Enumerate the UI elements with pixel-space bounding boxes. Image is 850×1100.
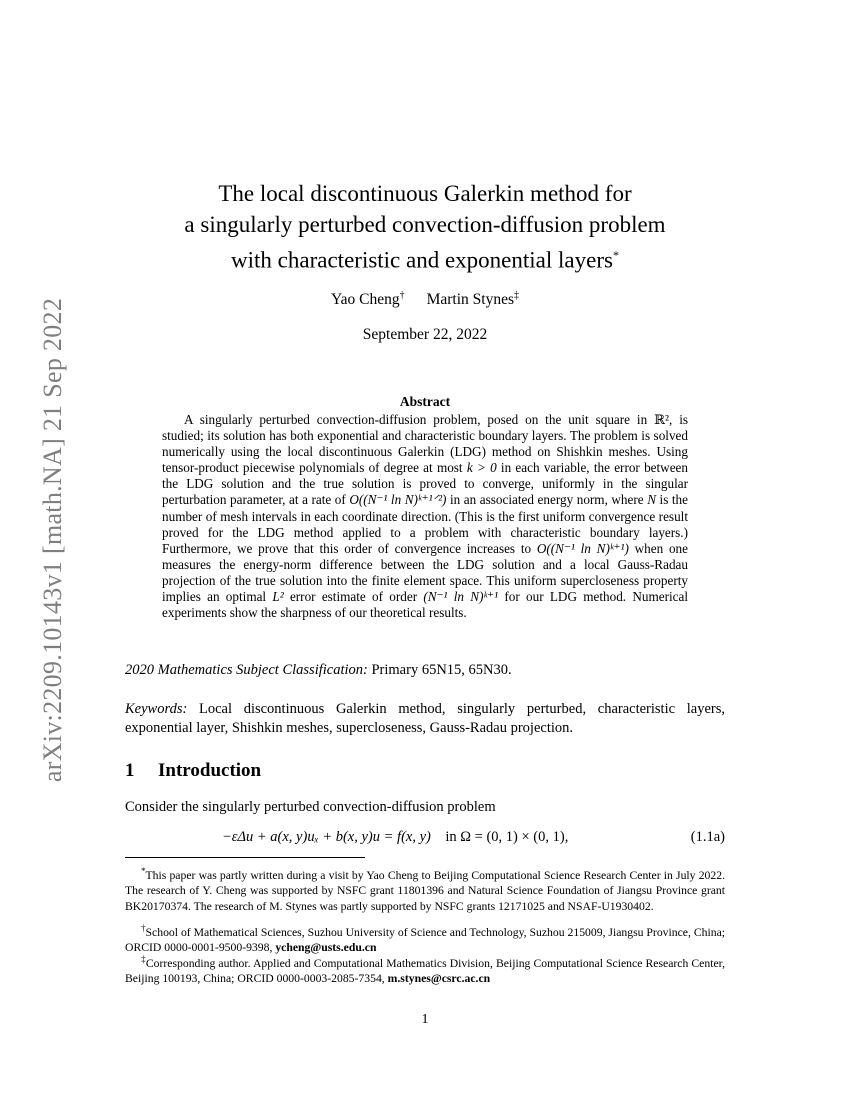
email-link[interactable]: m.stynes@csrc.ac.cn — [387, 972, 491, 986]
author-name: Yao Cheng — [330, 291, 400, 309]
abstract-body: A singularly perturbed convection-diffusion problem, posed on the unit square in ℝ², is studied; its solution has both exponential and characteristic boundary layers. The problem is solved numerically using the local discontinuous Galerkin (LDG) method on Shishkin meshes. Using tensor-product piecewise polynomials of degree at most k > 0 in each variable, the error between the LDG solution and the true solution is proved to converge, uniformly in the singular perturbation parameter, at a rate of O((N⁻¹ ln N)ᵏ⁺¹ᐟ²) in an associated energy norm, where N is the number of mesh intervals in each coordinate direction. (This is the first uniform convergence result proved for the LDG method applied to a problem with characteristic boundary layers.) Furthermore, we prove that this order of convergence increases to O((N⁻¹ ln N)ᵏ⁺¹) when one measures the energy-norm difference between the LDG solution and a local Gauss-Radau projection of the true solution into the finite element space. This uniform supercloseness property implies an optimal L² error estimate of order (N⁻¹ ln N)ᵏ⁺¹ for our LDG method. Numerical experiments show the sharpness of our theoretical results. — [162, 412, 689, 621]
intro-paragraph: Consider the singularly perturbed convection-diffusion problem — [125, 799, 496, 815]
math-L2: L² — [272, 589, 284, 605]
keywords-label: Keywords: — [125, 701, 188, 717]
equation-expression: −εΔu + a(x, y)uₓ + b(x, y)u = f(x, y) in Ω = (0, 1) × (0, 1), — [222, 829, 569, 845]
keywords-value: Local discontinuous Galerkin method, singularly perturbed, characteristic layers, exponential layer, Shishkin meshes, supercloseness, Gauss-Radau projection. — [125, 701, 725, 736]
abstract-heading: Abstract — [399, 394, 451, 409]
keywords — [125, 700, 725, 738]
math-rate-L2: (N⁻¹ ln N)ᵏ⁺¹ — [423, 589, 499, 605]
section-title: Introduction — [158, 760, 262, 781]
math-rate-superclose: O((N⁻¹ ln N)ᵏ⁺¹) — [536, 540, 629, 556]
page-number: 1 — [421, 1012, 429, 1027]
msc-value: Primary 65N15, 65N30. — [367, 662, 512, 678]
title-line-1: The local discontinuous Galerkin method for — [218, 181, 632, 206]
footnote-funding: *This paper was partly written during a visit by Yao Cheng to Beijing Computational Science Research Center in July 2022. The research of Y. Cheng was supported by NSFC grant 11801396 and Natural Science Foundation of Jiangsu Province grant BK20170374. The research of M. Stynes was partly supported by NSFC grants 12171025 and NSAF-U1930402. — [125, 866, 725, 913]
math-reals: ℝ² — [654, 412, 669, 427]
section-number: 1 — [125, 760, 135, 781]
math-N: N — [647, 492, 656, 508]
footnote-author-1: †School of Mathematical Sciences, Suzhou University of Science and Technology, Suzhou 215009, Jiangsu Province, China; ORCID 0000-0001-9500-9398, ycheng@usts.edu.cn — [125, 923, 726, 955]
paper-title — [120, 178, 730, 276]
msc-label: 2020 Mathematics Subject Classification: — [125, 662, 368, 678]
arxiv-identifier-stamp: arXiv:2209.10143v1 [math.NA] 21 Sep 2022 — [38, 297, 67, 783]
title-line-3: with characteristic and exponential layers* — [231, 247, 619, 273]
paper-date: September 22, 2022 — [362, 326, 488, 343]
author-footnote-mark[interactable]: ‡ — [514, 290, 520, 301]
author-name: Martin Stynes — [426, 291, 515, 309]
footnote-author-2: ‡Corresponding author. Applied and Computational Mathematics Division, Beijing Computational Science Research Center, Beijing 100193, China; ORCID 0000-0003-2085-7354, m.stynes@csrc.ac.cn — [125, 954, 725, 986]
email-link[interactable]: ycheng@usts.edu.cn — [275, 941, 377, 955]
math-k-positive: k > 0 — [466, 460, 497, 476]
footnote-rule — [125, 857, 365, 858]
footnote-mark: * — [141, 866, 146, 876]
section-heading — [125, 760, 261, 782]
math-rate-energy: O((N⁻¹ ln N)ᵏ⁺¹ᐟ²) — [349, 492, 447, 508]
author-list — [120, 290, 730, 309]
author-footnote-mark[interactable]: † — [399, 290, 405, 301]
equation-label: (1.1a) — [690, 829, 725, 845]
title-line-2: a singularly perturbed convection-diffusion problem — [184, 212, 666, 237]
footnote-mark: ‡ — [141, 954, 146, 964]
msc-classification — [125, 661, 725, 679]
footnote-mark: † — [141, 923, 146, 933]
equation-1-1a — [125, 829, 725, 849]
title-footnote-mark[interactable]: * — [612, 248, 619, 262]
